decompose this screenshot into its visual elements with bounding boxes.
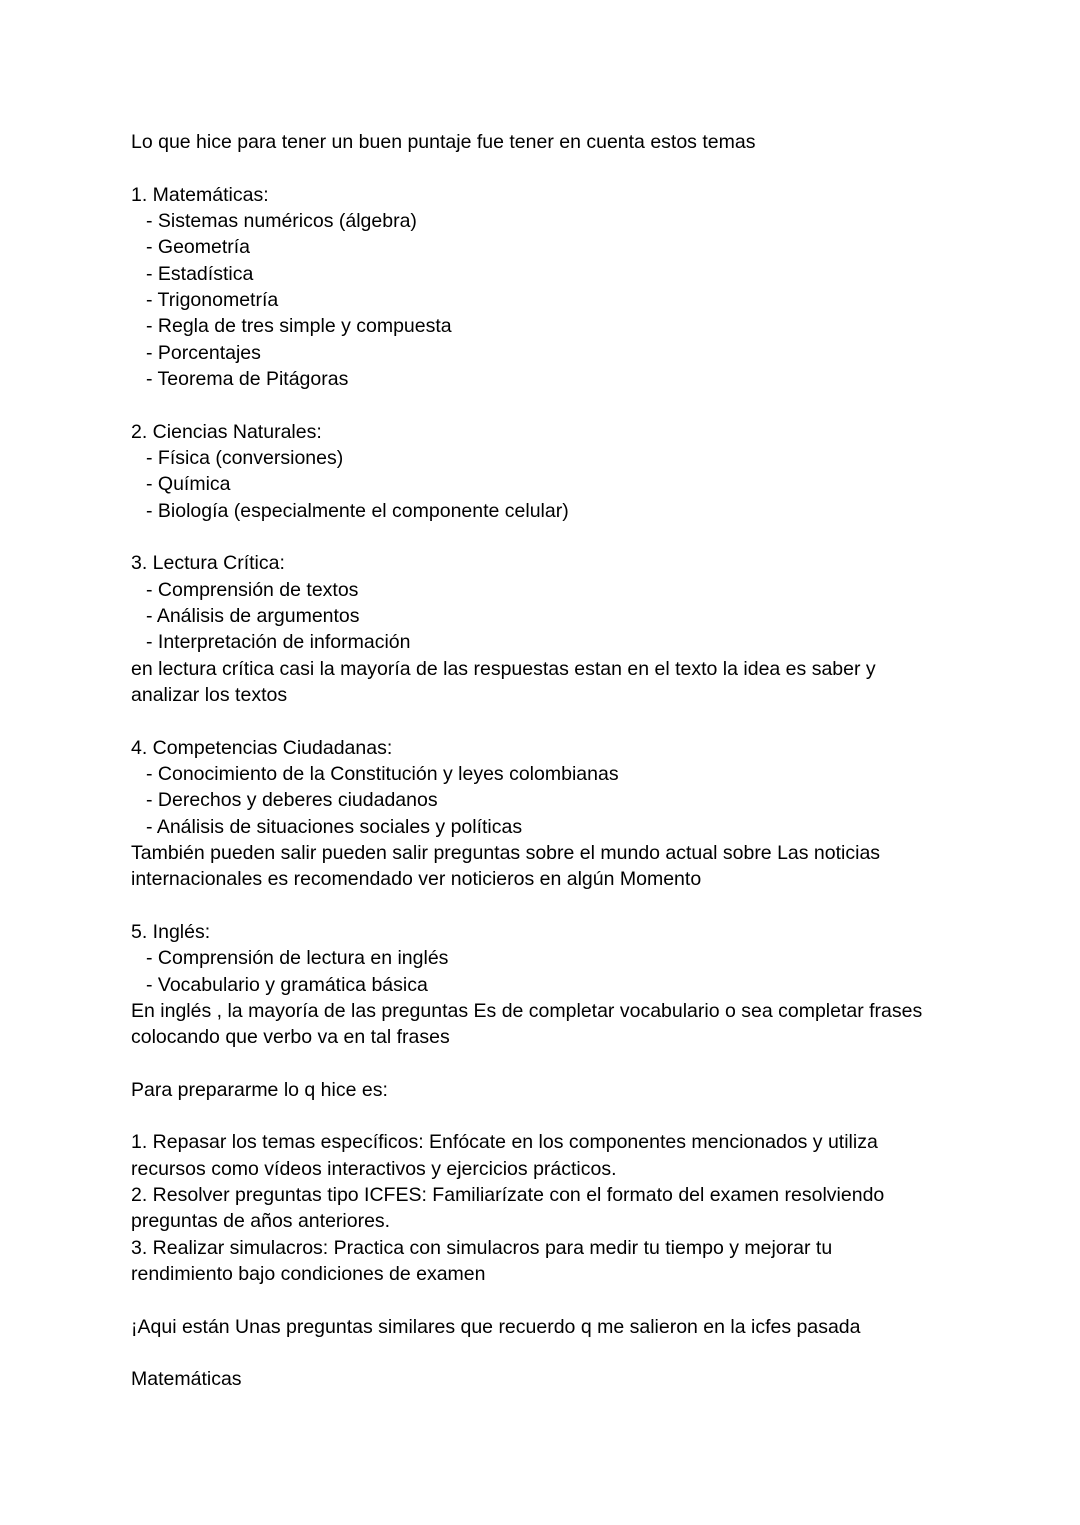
blank-line [131,1103,971,1129]
paragraph-line: También pueden salir pueden salir preguntas sobre el mundo actual sobre Las noticias [131,841,881,864]
list-item: - Conocimiento de la Constitución y leyes colombianas [146,762,619,785]
paragraph-line: internacionales es recomendado ver noticieros en algún Momento [131,868,702,891]
paragraph-line: colocando que verbo va en tal frases [131,1026,450,1049]
list-item: - Regla de tres simple y compuesta [146,315,452,338]
blank-line [131,1050,971,1076]
blank-line [131,155,971,181]
list-item: - Análisis de situaciones sociales y políticas [146,815,523,838]
list-item: - Biología (especialmente el componente celular) [146,499,569,522]
blank-line [131,1340,971,1366]
list-item: - Vocabulario y gramática básica [146,973,428,996]
section-heading: Matemáticas [131,1368,242,1391]
paragraph-line: Para prepararme lo q hice es: [131,1078,388,1101]
section-heading: 4. Competencias Ciudadanas: [131,736,393,759]
paragraph-line: recursos como vídeos interactivos y ejercicios prácticos. [131,1157,617,1180]
paragraph-line: Lo que hice para tener un buen puntaje fue tener en cuenta estos temas [131,131,756,153]
list-item: - Teorema de Pitágoras [146,367,349,390]
paragraph-line: 2. Resolver preguntas tipo ICFES: Familiarízate con el formato del examen resolviendo [131,1184,885,1207]
paragraph-line: analizar los textos [131,683,288,706]
section-heading: 2. Ciencias Naturales: [131,420,322,443]
blank-line [131,708,971,734]
blank-line [131,893,971,919]
list-item: - Estadística [146,262,254,285]
list-item: - Física (conversiones) [146,446,344,469]
paragraph-line: preguntas de años anteriores. [131,1210,391,1233]
blank-line [131,1287,971,1313]
blank-line [131,392,971,418]
list-item: - Sistemas numéricos (álgebra) [146,209,417,232]
paragraph-line: 3. Realizar simulacros: Practica con simulacros para medir tu tiempo y mejorar tu [131,1236,833,1259]
document-body [131,129,971,1393]
blank-line [131,524,971,550]
paragraph-line: ¡Aqui están Unas preguntas similares que recuerdo q me salieron en la icfes pasada [131,1315,861,1338]
list-item: - Derechos y deberes ciudadanos [146,789,438,812]
list-item: - Interpretación de información [146,631,411,654]
paragraph-line: rendimiento bajo condiciones de examen [131,1263,486,1286]
list-item: - Geometría [146,236,251,259]
section-heading: 5. Inglés: [131,920,211,943]
list-item: - Porcentajes [146,341,261,364]
paragraph-line: en lectura crítica casi la mayoría de las respuestas estan en el texto la idea es saber y [131,657,876,680]
list-item: - Análisis de argumentos [146,604,360,627]
paragraph-line: En inglés , la mayoría de las preguntas Es de completar vocabulario o sea completar frases [131,999,923,1022]
paragraph-line: 1. Repasar los temas específicos: Enfócate en los componentes mencionados y utiliza [131,1131,878,1154]
list-item: - Comprensión de textos [146,578,359,601]
list-item: - Química [146,473,231,496]
list-item: - Trigonometría [146,288,279,311]
section-heading: 1. Matemáticas: [131,183,269,206]
section-heading: 3. Lectura Crítica: [131,552,285,575]
list-item: - Comprensión de lectura en inglés [146,947,449,970]
